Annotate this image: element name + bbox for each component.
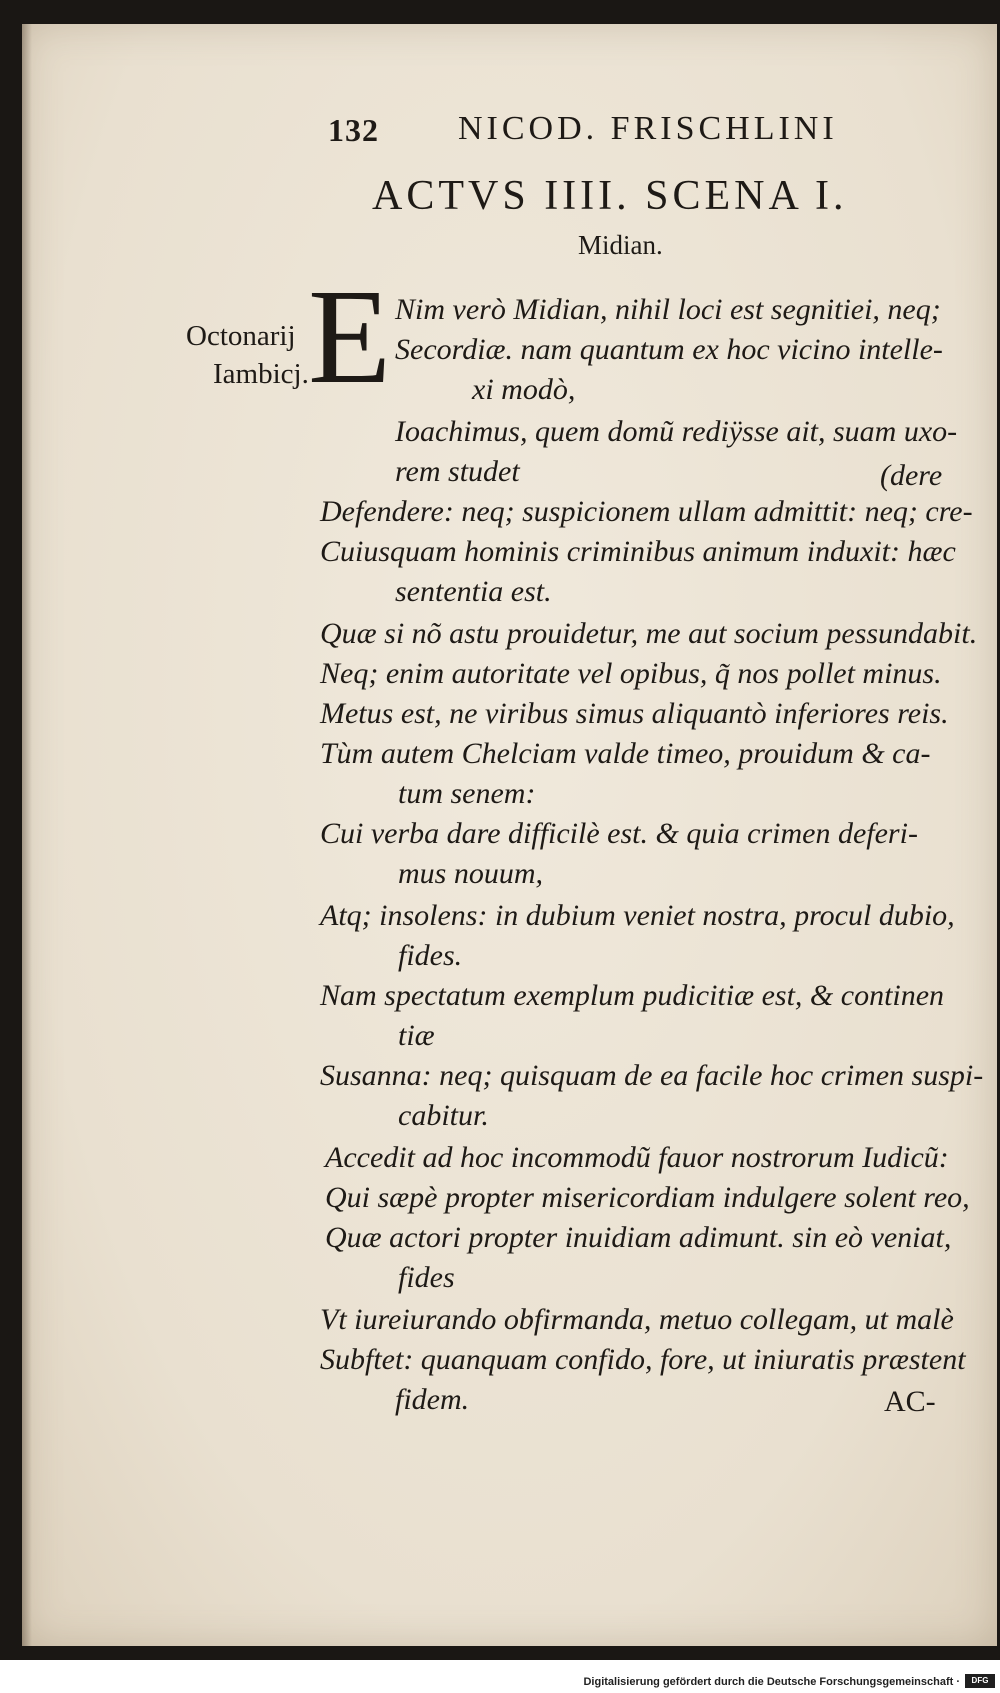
verse-line: fidem.: [395, 1383, 470, 1416]
page-gutter-shadow: [22, 24, 32, 1646]
verse-line: Quæ actori propter inuidiam adimunt. sin eò veniat,: [325, 1221, 952, 1254]
verse-line: Accedit ad hoc incommodũ fauor nostrorum Iudicũ:: [325, 1141, 949, 1174]
verse-line: fides.: [398, 939, 463, 972]
verse-line: Defendere: neq; suspicionem ullam admittit: neq; cre-: [320, 495, 973, 528]
verse-line: Ioachimus, quem domũ rediÿsse ait, suam uxo-: [395, 415, 958, 448]
verse-line: xi modò,: [472, 373, 576, 406]
margin-note-meter-line2: Iambicj.: [213, 358, 309, 390]
verse-line: (dere: [880, 459, 943, 492]
dfg-logo-icon: DFG: [965, 1674, 995, 1688]
verse-line: cabitur.: [398, 1099, 489, 1132]
verse-line: Cui verba dare difficilè est. & quia crimen deferi-: [320, 817, 918, 850]
verse-line: Nim verò Midian, nihil loci est segnitiei, neq;: [395, 293, 941, 326]
verse-line: mus nouum,: [398, 857, 544, 890]
drop-cap-initial: E: [308, 262, 392, 412]
verse-line: tiæ: [398, 1019, 435, 1052]
act-title: ACTVS IIII. SCENA I.: [372, 173, 848, 219]
verse-line: tum senem:: [398, 777, 536, 810]
verse-line: Metus est, ne viribus simus aliquantò inferiores reis.: [320, 697, 949, 730]
verse-line: fides: [398, 1261, 455, 1294]
speaker-name: Midian.: [578, 230, 663, 260]
catchword: AC-: [884, 1385, 936, 1418]
verse-line: Cuiusquam hominis criminibus animum induxit: hæc: [320, 535, 956, 568]
verse-line: Tùm autem Chelciam valde timeo, prouidum & ca-: [320, 737, 931, 770]
verse-line: Nam spectatum exemplum pudicitiæ est, & continen: [320, 979, 945, 1012]
verse-line: Atq; insolens: in dubium veniet nostra, procul dubio,: [320, 899, 955, 932]
verse-line: Neq; enim autoritate vel opibus, q̃ nos pollet minus.: [320, 657, 942, 690]
verse-line: sententia est.: [395, 575, 552, 608]
verse-line: Quæ si nõ astu prouidetur, me aut socium pessundabit.: [320, 617, 978, 650]
page-number: 132: [328, 112, 379, 148]
digitization-credit: Digitalisierung gefördert durch die Deutsche Forschungsgemeinschaft ·: [583, 1676, 960, 1688]
verse-line: rem studet: [395, 455, 520, 488]
verse-line: Vt iureiurando obfirmanda, metuo collegam, ut malè: [320, 1303, 954, 1336]
verse-line: Subftet: quanquam confido, fore, ut iniuratis præstent: [320, 1343, 966, 1376]
margin-note-meter-line1: Octonarij: [186, 320, 296, 352]
verse-line: Susanna: neq; quisquam de ea facile hoc crimen suspi-: [320, 1059, 984, 1092]
running-head: NICOD. FRISCHLINI: [458, 110, 838, 147]
verse-line: Qui sæpè propter misericordiam indulgere solent reo,: [325, 1181, 970, 1214]
verse-line: Secordiæ. nam quantum ex hoc vicino intelle-: [395, 333, 943, 366]
